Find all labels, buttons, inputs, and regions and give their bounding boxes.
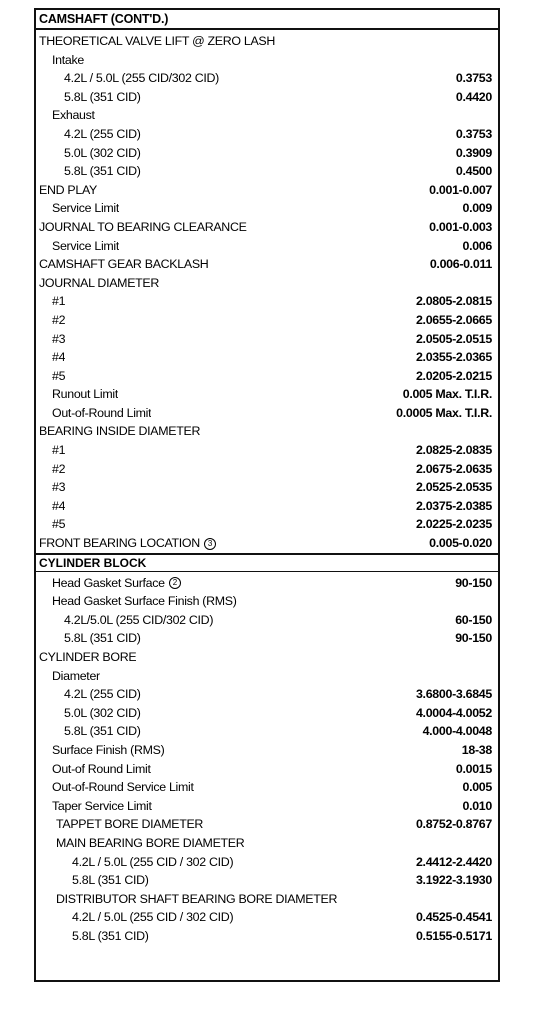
cylinder-block-spec-list (36, 572, 498, 946)
spec-label (36, 367, 65, 386)
spec-label (36, 667, 100, 686)
spec-value: 2.0225-2.0235 (415, 517, 492, 532)
spec-row (36, 611, 498, 630)
spec-label (36, 255, 208, 274)
spec-label-text: Diameter (52, 668, 100, 683)
spec-row (36, 106, 498, 125)
spec-label-text: 5.8L (351 CID) (72, 928, 149, 943)
spec-value: 2.0355-2.0365 (415, 350, 492, 365)
spec-label (36, 162, 141, 181)
camshaft-section-title: CAMSHAFT (CONT'D.) (36, 10, 498, 30)
footnote-marker: 3 (204, 538, 216, 550)
spec-label-text: Head Gasket Surface (52, 575, 165, 590)
spec-row (36, 218, 498, 237)
spec-row (36, 815, 498, 834)
spec-value: 0.005 (462, 780, 492, 795)
spec-value: 2.0375-2.0385 (415, 498, 492, 513)
spec-value: 0.0005 Max. T.I.R. (396, 405, 492, 420)
spec-label (36, 69, 219, 88)
spec-label (36, 311, 65, 330)
spec-row (36, 704, 498, 723)
spec-label-text: 5.8L (351 CID) (64, 724, 141, 739)
spec-label-text: 5.8L (351 CID) (64, 164, 141, 179)
spec-value: 0.009 (462, 201, 492, 216)
spec-value: 3.1922-3.1930 (415, 873, 492, 888)
spec-row (36, 667, 498, 686)
spec-label (36, 497, 65, 516)
spec-label-text: #3 (52, 331, 66, 346)
spec-value: 0.006-0.011 (429, 257, 492, 272)
spec-label-text: CYLINDER BORE (39, 650, 137, 664)
spec-label-text: Service Limit (52, 201, 120, 216)
spec-row (36, 385, 498, 404)
spec-value: 2.0655-2.0665 (415, 312, 492, 327)
spec-value: 2.0805-2.0815 (415, 294, 492, 309)
spec-value: 60-150 (455, 612, 492, 627)
spec-label-text: 5.8L (351 CID) (72, 873, 149, 888)
spec-label (36, 51, 84, 70)
spec-label-text: Exhaust (52, 108, 95, 123)
spec-label-text: #2 (52, 312, 66, 327)
spec-label-text: Intake (52, 52, 84, 67)
spec-row (36, 908, 498, 927)
spec-value: 0.0015 (455, 761, 492, 776)
spec-row (36, 834, 498, 853)
spec-value: 4.0004-4.0052 (415, 705, 492, 720)
footnote-marker: 2 (169, 577, 181, 589)
spec-value: 0.5155-0.5171 (415, 928, 492, 943)
spec-label-text: Service Limit (52, 238, 120, 253)
spec-label-text: #3 (52, 480, 66, 495)
spec-row (36, 685, 498, 704)
spec-row (36, 199, 498, 218)
spec-label (36, 853, 233, 872)
spec-row (36, 422, 498, 441)
spec-label (36, 441, 65, 460)
spec-row (36, 927, 498, 946)
spec-label (36, 815, 203, 834)
spec-label (36, 648, 136, 667)
spec-row (36, 144, 498, 163)
spec-label (36, 125, 141, 144)
spec-row (36, 292, 498, 311)
spec-label-text: MAIN BEARING BORE DIAMETER (56, 835, 245, 850)
spec-label (36, 685, 141, 704)
spec-label (36, 106, 95, 125)
spec-row (36, 778, 498, 797)
spec-label (36, 478, 65, 497)
spec-row (36, 255, 498, 274)
spec-row (36, 348, 498, 367)
spec-label (36, 422, 200, 441)
spec-value: 0.006 (462, 238, 492, 253)
spec-row (36, 497, 498, 516)
spec-label (36, 722, 141, 741)
spec-label (36, 741, 164, 760)
spec-row (36, 515, 498, 534)
spec-value: 18-38 (461, 742, 492, 757)
spec-row (36, 274, 498, 293)
spec-label-text: #4 (52, 498, 66, 513)
spec-label (36, 778, 194, 797)
spec-row (36, 88, 498, 107)
spec-label-text: 4.2L/5.0L (255 CID/302 CID) (64, 612, 214, 627)
spec-value: 2.0525-2.0535 (415, 480, 492, 495)
spec-label (36, 404, 151, 423)
spec-label-text: BEARING INSIDE DIAMETER (39, 424, 201, 439)
spec-value: 0.3753 (455, 71, 492, 86)
spec-label-text: 5.8L (351 CID) (64, 89, 141, 104)
spec-row (36, 741, 498, 760)
spec-row (36, 51, 498, 70)
spec-value: 0.3753 (455, 126, 492, 141)
spec-label (36, 592, 237, 611)
spec-label (36, 88, 141, 107)
spec-label (36, 199, 119, 218)
spec-value: 0.005 Max. T.I.R. (402, 387, 492, 402)
spec-value: 0.8752-0.8767 (415, 817, 492, 832)
spec-label (36, 927, 149, 946)
spec-label-text: 4.2L / 5.0L (255 CID / 302 CID) (72, 910, 234, 925)
spec-label (36, 292, 65, 311)
spec-label-text: #5 (52, 517, 66, 532)
spec-row (36, 441, 498, 460)
spec-label-text: FRONT BEARING LOCATION (39, 536, 200, 551)
spec-row (36, 722, 498, 741)
spec-label (36, 32, 275, 51)
spec-label (36, 348, 65, 367)
spec-label-text: #1 (52, 443, 66, 458)
spec-row (36, 871, 498, 890)
spec-row (36, 404, 498, 423)
spec-row (36, 311, 498, 330)
spec-label (36, 890, 337, 909)
spec-label-text: #2 (52, 461, 66, 476)
spec-label-text: THEORETICAL VALVE LIFT @ ZERO LASH (39, 34, 276, 48)
spec-value: 0.3909 (455, 145, 492, 160)
spec-value: 0.4420 (455, 89, 492, 104)
spec-label-text: TAPPET BORE DIAMETER (56, 817, 204, 832)
spec-label-text: Runout Limit (52, 387, 118, 402)
spec-row (36, 574, 498, 593)
spec-value: 0.001-0.007 (429, 182, 492, 197)
spec-label (36, 704, 141, 723)
spec-label (36, 218, 247, 237)
spec-label (36, 834, 244, 853)
cylinder-block-section-title: CYLINDER BLOCK (36, 553, 498, 572)
spec-label-text: 4.2L (255 CID) (64, 687, 141, 702)
spec-row (36, 478, 498, 497)
spec-label-text: JOURNAL TO BEARING CLEARANCE (39, 219, 247, 234)
spec-label-text: Out-of Round Limit (52, 761, 151, 776)
spec-label (36, 237, 119, 256)
spec-row (36, 629, 498, 648)
spec-label-text: Head Gasket Surface Finish (RMS) (52, 594, 237, 609)
spec-label-text: #4 (52, 350, 66, 365)
spec-row (36, 69, 498, 88)
spec-row (36, 534, 498, 553)
spec-row (36, 181, 498, 200)
spec-value: 90-150 (455, 631, 492, 646)
spec-row (36, 890, 498, 909)
spec-label-text: JOURNAL DIAMETER (39, 275, 160, 290)
camshaft-spec-list (36, 30, 498, 553)
spec-label-text: END PLAY (39, 182, 97, 197)
spec-value: 0.010 (462, 798, 492, 813)
spec-value: 2.0825-2.0835 (415, 443, 492, 458)
spec-label (36, 574, 181, 593)
spec-row (36, 162, 498, 181)
spec-label-text: 5.8L (351 CID) (64, 631, 141, 646)
spec-label (36, 534, 216, 553)
spec-value: 4.000-4.0048 (422, 724, 492, 739)
spec-label (36, 797, 152, 816)
spec-label-text: 5.0L (302 CID) (64, 705, 141, 720)
spec-label-text: Taper Service Limit (52, 798, 152, 813)
spec-value: 2.0675-2.0635 (415, 461, 492, 476)
spec-value: 3.6800-3.6845 (415, 687, 492, 702)
spec-label-text: 5.0L (302 CID) (64, 145, 141, 160)
spec-label-text: #1 (52, 294, 66, 309)
spec-label-text: #5 (52, 368, 66, 383)
spec-label (36, 144, 141, 163)
spec-row (36, 125, 498, 144)
spec-label-text: DISTRIBUTOR SHAFT BEARING BORE DIAMETER (56, 891, 338, 906)
spec-row (36, 592, 498, 611)
spec-label (36, 385, 118, 404)
spec-row (36, 760, 498, 779)
spec-label (36, 460, 65, 479)
spec-row (36, 648, 498, 667)
spec-label-text: Surface Finish (RMS) (52, 742, 165, 757)
spec-value: 2.4412-2.4420 (415, 854, 492, 869)
spec-label (36, 871, 149, 890)
spec-value: 0.001-0.003 (429, 219, 492, 234)
spec-label (36, 274, 159, 293)
spec-value: 2.0205-2.0215 (415, 368, 492, 383)
spec-label-text: Out-of-Round Limit (52, 405, 152, 420)
spec-value: 0.4500 (455, 164, 492, 179)
spec-label (36, 515, 65, 534)
spec-value: 0.4525-0.4541 (415, 910, 492, 925)
spec-label-text: Out-of-Round Service Limit (52, 780, 194, 795)
spec-label (36, 629, 141, 648)
spec-label (36, 908, 233, 927)
spec-row (36, 237, 498, 256)
spec-value: 90-150 (455, 575, 492, 590)
spec-label-text: 4.2L / 5.0L (255 CID/302 CID) (64, 71, 219, 86)
spec-label (36, 181, 97, 200)
spec-label-text: CAMSHAFT GEAR BACKLASH (39, 257, 209, 272)
spec-row (36, 32, 498, 51)
spec-sheet (34, 8, 500, 982)
spec-label (36, 760, 151, 779)
spec-row (36, 853, 498, 872)
spec-row (36, 330, 498, 349)
spec-label-text: 4.2L / 5.0L (255 CID / 302 CID) (72, 854, 234, 869)
spec-row (36, 797, 498, 816)
spec-value: 0.005-0.020 (429, 536, 492, 551)
spec-label-text: 4.2L (255 CID) (64, 126, 141, 141)
spec-value: 2.0505-2.0515 (415, 331, 492, 346)
spec-label (36, 330, 65, 349)
spec-row (36, 460, 498, 479)
spec-label (36, 611, 213, 630)
spec-row (36, 367, 498, 386)
